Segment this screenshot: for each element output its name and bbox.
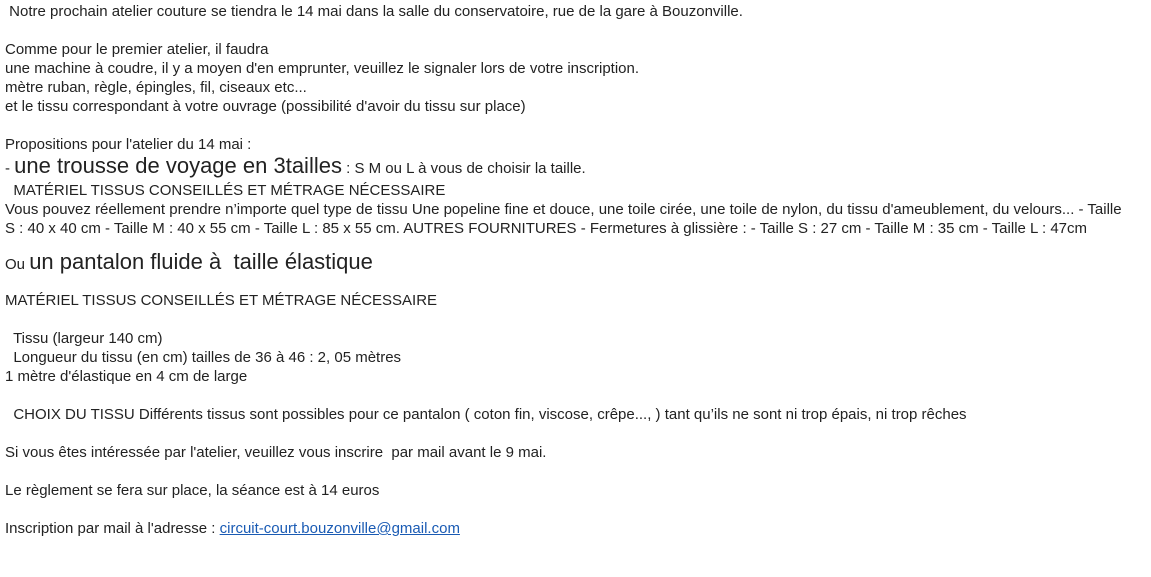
contact-label: Inscription par mail à l'adresse : [5,520,220,537]
contact-line [5,519,1151,538]
materials-line-tools: mètre ruban, règle, épingles, fil, ciseaux etc... [5,79,307,96]
registration-text: Si vous êtes intéressée par l'atelier, veuillez vous inscrire par mail avant le 9 mai. [5,444,547,461]
intro-text: Notre prochain atelier couture se tiendra le 14 mai dans la salle du conservatoire, rue de la gare à Bouzonville. [5,3,743,20]
option2-fabric-length: Longueur du tissu (en cm) tailles de 36 à 46 : 2, 05 mètres [5,349,402,366]
materials-line-fabric: et le tissu correspondant à votre ouvrage (possibilité d'avoir du tissu sur place) [5,98,526,115]
option2-elastic: 1 mètre d'élastique en 4 cm de large [5,368,248,385]
option1-dash: - [5,160,15,177]
option1-details: Vous pouvez réellement prendre n’importe quel type de tissu Une popeline fine et douce, une toile cirée, une toile de nylon, du tissu d'ameublement, du velours... - Taille S : 40 x 40 cm - Taille M : 40 x 55 cm - Taille L : 85 x 55 cm. AUTRES FOURNITURES - Fermetures à glissière : - Taille S : 27 cm - Taille M : 35 cm - Taille L : 47cm [5,201,1122,237]
proposals-heading: Propositions pour l'atelier du 14 mai : [5,136,252,153]
materials-heading: Comme pour le premier atelier, il faudra [5,41,269,58]
option2-title-line [5,250,1151,277]
option2-title: un pantalon fluide à taille élastique [29,249,373,274]
email-body [0,2,1151,538]
option1-material-heading: MATÉRIEL TISSUS CONSEILLÉS ET MÉTRAGE NÉCESSAIRE [5,182,446,199]
option1-suffix: : S M ou L à vous de choisir la taille. [341,160,586,177]
option1-title: une trousse de voyage en 3tailles [14,153,342,178]
option2-prefix: Ou [5,256,30,273]
option2-fabric-choice: CHOIX DU TISSU Différents tissus sont possibles pour ce pantalon ( coton fin, viscose, crêpe..., ) tant qu’ils ne sont ni trop épais, ni trop rêches [5,406,967,423]
option2-material-heading: MATÉRIEL TISSUS CONSEILLÉS ET MÉTRAGE NÉCESSAIRE [5,292,438,309]
materials-line-machine: une machine à coudre, il y a moyen d'en emprunter, veuillez le signaler lors de votre inscription. [5,60,640,77]
payment-text: Le règlement se fera sur place, la séance est à 14 euros [5,482,380,499]
option1-title-line [5,154,1151,181]
option2-fabric-width: Tissu (largeur 140 cm) [5,330,163,347]
email-link[interactable]: circuit-court.bouzonville@gmail.com [219,520,460,537]
